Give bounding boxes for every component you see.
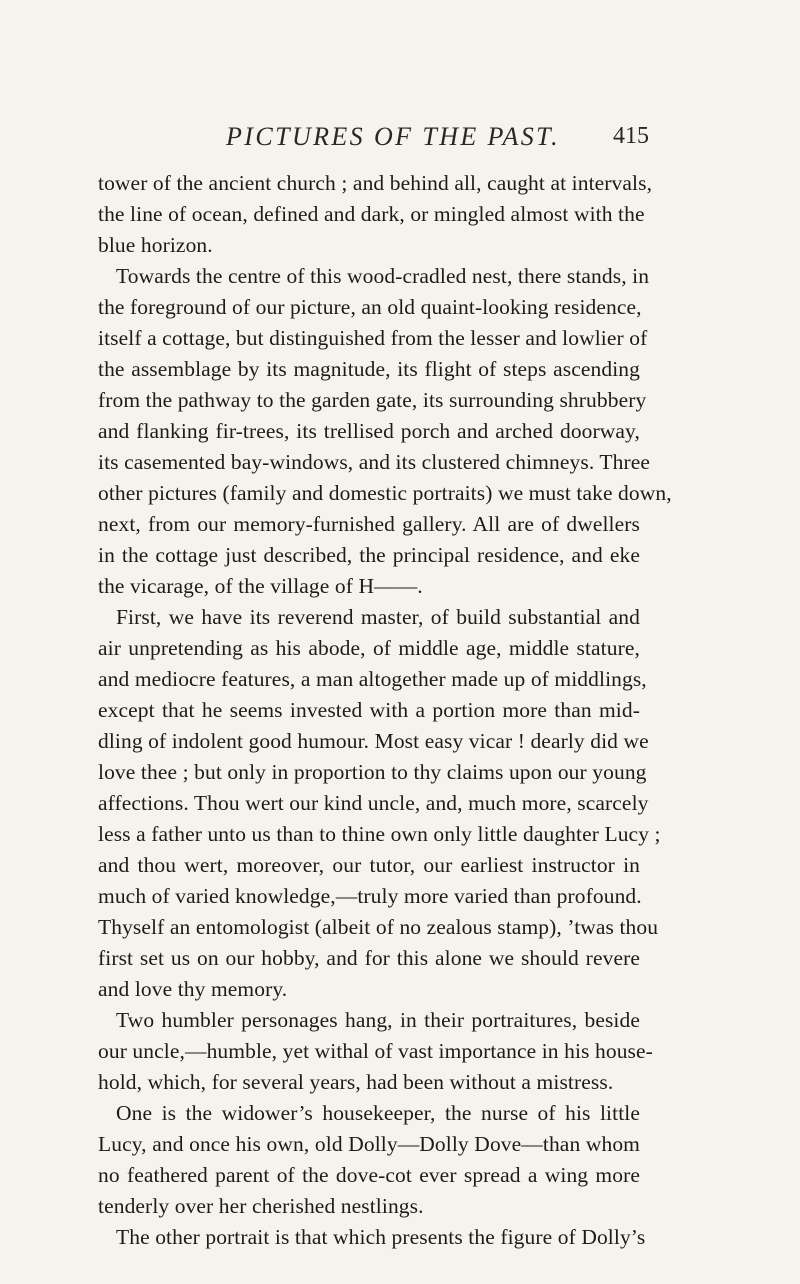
text-line: hold, which, for several years, had been without a mistress. [98, 1070, 614, 1094]
text-line: blue horizon. [98, 233, 213, 257]
page-header [0, 122, 800, 156]
text-line: less a father unto us than to thine own only little daughter Lucy ; [98, 822, 661, 846]
text-line: from the pathway to the garden gate, its surrounding shrubbery [98, 388, 647, 412]
text-line: First, we have its reverend master, of build substantial and [116, 605, 640, 629]
text-line: Lucy, and once his own, old Dolly—Dolly Dove—than whom [98, 1132, 640, 1156]
text-line: next, from our memory-furnished gallery. All are of dwellers [98, 512, 640, 536]
text-line: The other portrait is that which presents the figure of Dolly’s [116, 1225, 646, 1249]
text-line: dling of indolent good humour. Most easy vicar ! dearly did we [98, 729, 649, 753]
text-line: first set us on our hobby, and for this alone we should revere [98, 946, 640, 970]
text-line: much of varied knowledge,—truly more varied than profound. [98, 884, 642, 908]
text-line: itself a cottage, but distinguished from the lesser and lowlier of [98, 326, 648, 350]
text-line: Two humbler personages hang, in their portraitures, beside [116, 1008, 640, 1032]
text-line: Towards the centre of this wood-cradled nest, there stands, in [116, 264, 650, 288]
page-number: 415 [613, 123, 649, 149]
text-line: and flanking fir-trees, its trellised porch and arched doorway, [98, 419, 640, 443]
text-line: our uncle,—humble, yet withal of vast importance in his house- [98, 1039, 653, 1063]
body-text [98, 168, 672, 1253]
text-line: the vicarage, of the village of H——. [98, 574, 423, 598]
text-line: tower of the ancient church ; and behind all, caught at intervals, [98, 171, 653, 195]
text-line: and love thy memory. [98, 977, 288, 1001]
text-line: no feathered parent of the dove-cot ever spread a wing more [98, 1163, 640, 1187]
text-line: One is the widower’s housekeeper, the nurse of his little [116, 1101, 640, 1125]
text-line: the foreground of our picture, an old quaint-looking residence, [98, 295, 642, 319]
text-line: love thee ; but only in proportion to thy claims upon our young [98, 760, 647, 784]
running-title: PICTURES OF THE PAST. [226, 122, 561, 151]
text-line: and thou wert, moreover, our tutor, our earliest instructor in [98, 853, 640, 877]
text-line: Thyself an entomologist (albeit of no zealous stamp), ’twas thou [98, 915, 659, 939]
text-line: in the cottage just described, the principal residence, and eke [98, 543, 640, 567]
text-line: the assemblage by its magnitude, its flight of steps ascending [98, 357, 640, 381]
text-line: other pictures (family and domestic portraits) we must take down, [98, 481, 672, 505]
text-line: its casemented bay-windows, and its clustered chimneys. Three [98, 450, 651, 474]
text-line: and mediocre features, a man altogether made up of middlings, [98, 667, 647, 691]
text-line: except that he seems invested with a portion more than mid- [98, 698, 640, 722]
text-line: air unpretending as his abode, of middle age, middle stature, [98, 636, 640, 660]
text-line: the line of ocean, defined and dark, or mingled almost with the [98, 202, 645, 226]
text-line: affections. Thou wert our kind uncle, and, much more, scarcely [98, 791, 649, 815]
text-line: tenderly over her cherished nestlings. [98, 1194, 424, 1218]
